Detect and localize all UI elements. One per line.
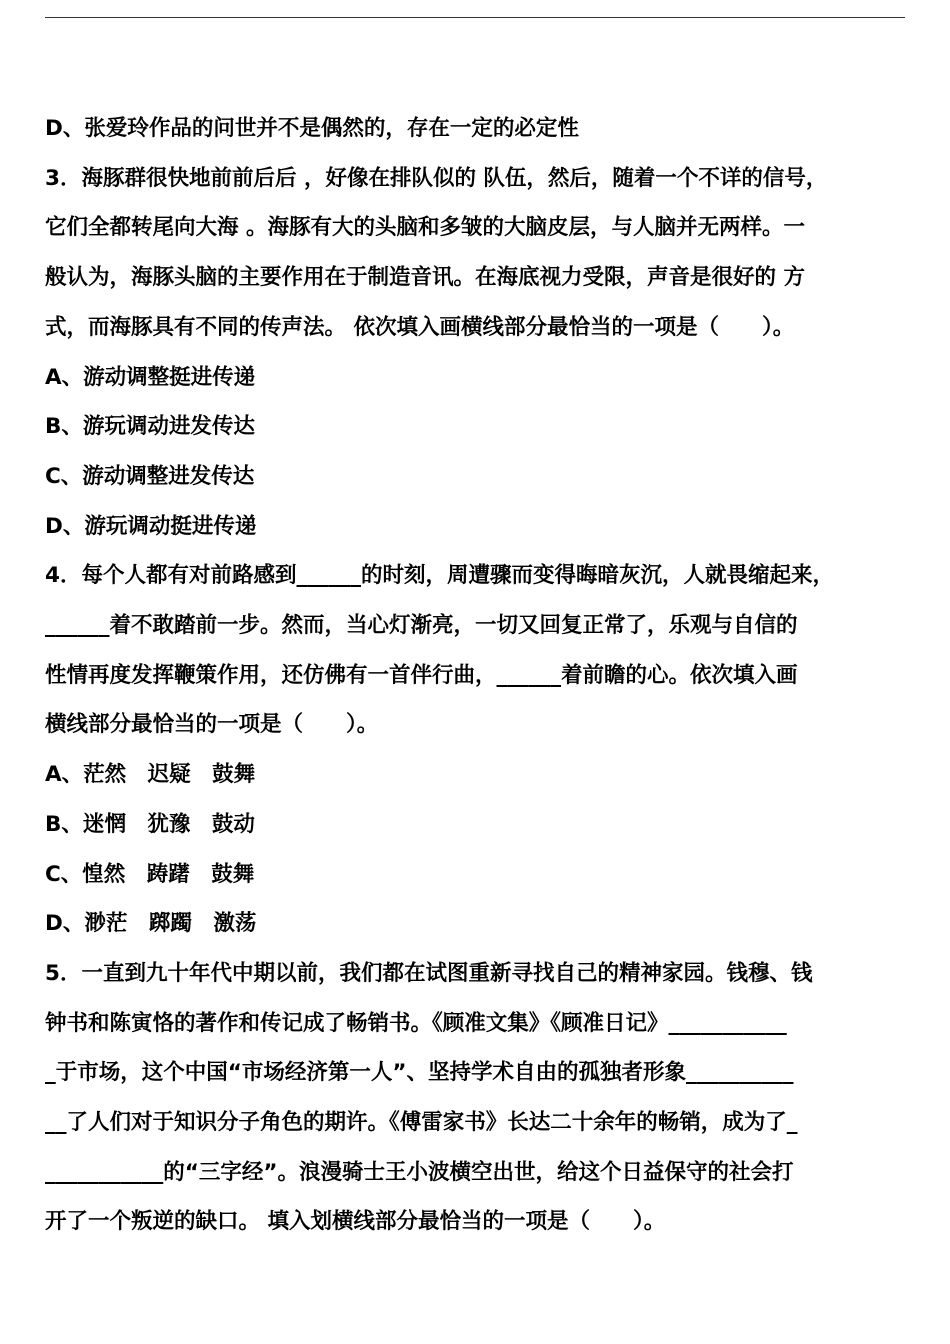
text-line: 性情再度发挥鞭策作用，还仿佛有一首伴行曲，______着前瞻的心。依次填入画: [45, 662, 798, 688]
text-line: _于市场，这个中国“市场经济第一人”、坚持学术自由的孤独者形象__________: [45, 1060, 794, 1086]
text-line: 4．每个人都有对前路感到______的时刻，周遭骤而变得晦暗灰沉，人就畏缩起来，: [45, 563, 834, 589]
header-rule: [45, 17, 905, 18]
text-line: A、游动调整挺进传递: [45, 364, 256, 390]
text-line: 5．一直到九十年代中期以前，我们都在试图重新寻找自己的精神家园。钱穆、钱: [45, 960, 813, 986]
text-line: 开了一个叛逆的缺口。 填入划横线部分最恰当的一项是（ ）。: [45, 1209, 666, 1235]
text-line: ______着不敢踏前一步。然而，当心灯渐亮，一切又回复正常了，乐观与自信的: [45, 613, 798, 639]
text-line: 般认为，海豚头脑的主要作用在于制造音讯。在海底视力受限，声音是很好的 方: [45, 265, 805, 291]
text-line: ___________的“三字经”。浪漫骑士王小波横空出世，给这个日益保守的社会打: [45, 1159, 794, 1185]
text-line: D、张爱玲作品的问世并不是偶然的，存在一定的必定性: [45, 116, 579, 141]
text-line: __了人们对于知识分子角色的期许。《傅雷家书》长达二十余年的畅销，成为了_: [45, 1110, 798, 1136]
text-line: D、渺茫 踯躅 激荡: [45, 911, 257, 937]
text-line: 3．海豚群很快地前前后后 ，好像在排队似的 队伍，然后，随着一个不详的信号，: [45, 165, 828, 191]
text-line: B、游玩调动进发传达: [45, 414, 255, 440]
text-line: B、迷惘 犹豫 鼓动: [45, 811, 255, 837]
text-line: D、游玩调动挺进传递: [45, 513, 257, 539]
text-line: C、惶然 踌躇 鼓舞: [45, 861, 255, 887]
text-line: 它们全都转尾向大海 。海豚有大的头脑和多皱的大脑皮层，与人脑并无两样。一: [45, 215, 805, 241]
text-line: 式，而海豚具有不同的传声法。 依次填入画横线部分最恰当的一项是（ ）。: [45, 314, 795, 340]
text-line: A、茫然 迟疑 鼓舞: [45, 762, 256, 788]
text-line: C、游动调整进发传达: [45, 463, 255, 489]
text-line: 横线部分最恰当的一项是（ ）。: [45, 712, 379, 738]
document-body: [45, 104, 915, 1247]
text-line: 钟书和陈寅恪的著作和传记成了畅销书。《顾准文集》《顾准日记》___________: [45, 1010, 787, 1036]
